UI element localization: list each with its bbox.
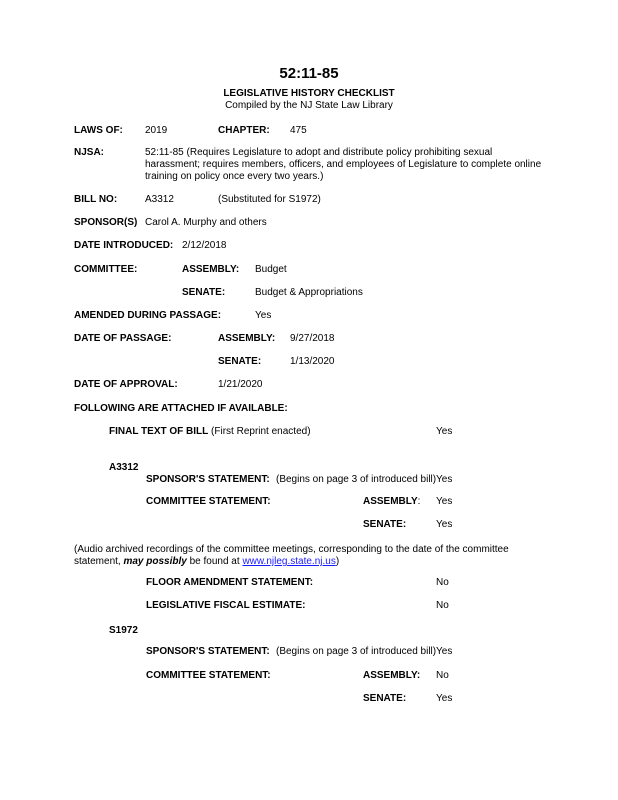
njsa-label: NJSA: <box>74 147 105 158</box>
final-text-value: Yes <box>436 426 453 437</box>
sponsor-value: Carol A. Murphy and others <box>145 217 267 228</box>
amended-label: AMENDED DURING PASSAGE: <box>74 310 222 321</box>
a3312-bill-label: A3312 <box>109 462 139 473</box>
committee-senate-value: Budget & Appropriations <box>255 287 363 298</box>
s1972-bill-label: S1972 <box>109 625 138 636</box>
compiled-by: Compiled by the NJ State Law Library <box>225 100 393 111</box>
njsa-value: 52:11-85 (Requires Legislature to adopt and distribute policy prohibiting sexual harassment; requires members, officers, and employees of Legislature to complete online training on policy once every two years.) <box>145 147 542 182</box>
bill-no-note: (Substituted for S1972) <box>218 194 321 205</box>
audio-note-line1: (Audio archived recordings of the committee meetings, corresponding to the date of the committee <box>74 544 509 555</box>
s1972-senate-value: Yes <box>436 693 453 704</box>
a3312-assembly-value: Yes <box>436 496 453 507</box>
bill-no-value: A3312 <box>145 194 174 205</box>
audio-note-emphasis: may possibly <box>123 556 187 567</box>
final-text-label: FINAL TEXT OF BILL <box>109 426 209 437</box>
amended-value: Yes <box>255 310 272 321</box>
date-introduced-value: 2/12/2018 <box>182 240 227 251</box>
committee-assembly-value: Budget <box>255 264 287 275</box>
passage-assembly-label: ASSEMBLY: <box>218 333 276 344</box>
date-of-passage-label: DATE OF PASSAGE: <box>74 333 172 344</box>
floor-amendment-label: FLOOR AMENDMENT STATEMENT: <box>146 577 314 588</box>
s1972-committee-statement-label: COMMITTEE STATEMENT: <box>146 670 271 681</box>
attached-heading: FOLLOWING ARE ATTACHED IF AVAILABLE: <box>74 403 288 414</box>
a3312-assembly-label: ASSEMBLY <box>363 496 418 507</box>
final-text-row <box>109 426 311 438</box>
njleg-link[interactable]: www.njleg.state.nj.us <box>242 556 336 567</box>
committee-senate-label: SENATE: <box>182 287 226 298</box>
passage-senate-label: SENATE: <box>218 356 262 367</box>
audio-note-post: ) <box>335 556 340 567</box>
fiscal-estimate-value: No <box>436 600 449 611</box>
s1972-senate-label: SENATE: <box>363 693 407 704</box>
a3312-sponsor-statement-value: Yes <box>436 474 453 485</box>
a3312-assembly-row <box>363 496 420 508</box>
passage-senate-value: 1/13/2020 <box>290 356 335 367</box>
s1972-sponsor-statement-label: SPONSOR'S STATEMENT: <box>146 646 270 657</box>
floor-amendment-value: No <box>436 577 449 588</box>
s1972-assembly-value: No <box>436 670 449 681</box>
audio-note-line2 <box>74 556 339 568</box>
s1972-assembly-label: ASSEMBLY: <box>363 670 421 681</box>
date-introduced-label: DATE INTRODUCED: <box>74 240 174 251</box>
checklist-title: LEGISLATIVE HISTORY CHECKLIST <box>223 88 395 99</box>
a3312-senate-value: Yes <box>436 519 453 530</box>
chapter-label: CHAPTER: <box>218 125 270 136</box>
bill-no-label: BILL NO: <box>74 194 118 205</box>
passage-assembly-value: 9/27/2018 <box>290 333 335 344</box>
a3312-sponsor-statement-label: SPONSOR'S STATEMENT: <box>146 474 270 485</box>
committee-assembly-label: ASSEMBLY: <box>182 264 240 275</box>
date-of-approval-value: 1/21/2020 <box>218 379 263 390</box>
laws-of-label: LAWS OF: <box>74 125 123 136</box>
final-text-note: (First Reprint enacted) <box>211 426 311 437</box>
s1972-sponsor-statement-value: Yes <box>436 646 453 657</box>
chapter-value: 475 <box>290 125 307 136</box>
audio-note-mid: be found at <box>186 556 243 567</box>
laws-of-value: 2019 <box>145 125 168 136</box>
a3312-committee-statement-label: COMMITTEE STATEMENT: <box>146 496 271 507</box>
s1972-sponsor-statement-note: (Begins on page 3 of introduced bill) <box>276 646 437 657</box>
fiscal-estimate-label: LEGISLATIVE FISCAL ESTIMATE: <box>146 600 306 611</box>
a3312-senate-label: SENATE: <box>363 519 407 530</box>
audio-note-pre: statement, <box>74 556 124 567</box>
date-of-approval-label: DATE OF APPROVAL: <box>74 379 178 390</box>
sponsor-label: SPONSOR(S) <box>74 217 138 228</box>
statute-heading: 52:11-85 <box>279 65 339 82</box>
a3312-sponsor-statement-note: (Begins on page 3 of introduced bill) <box>276 474 437 485</box>
committee-label: COMMITTEE: <box>74 264 138 275</box>
a3312-assembly-colon: : <box>417 496 421 507</box>
